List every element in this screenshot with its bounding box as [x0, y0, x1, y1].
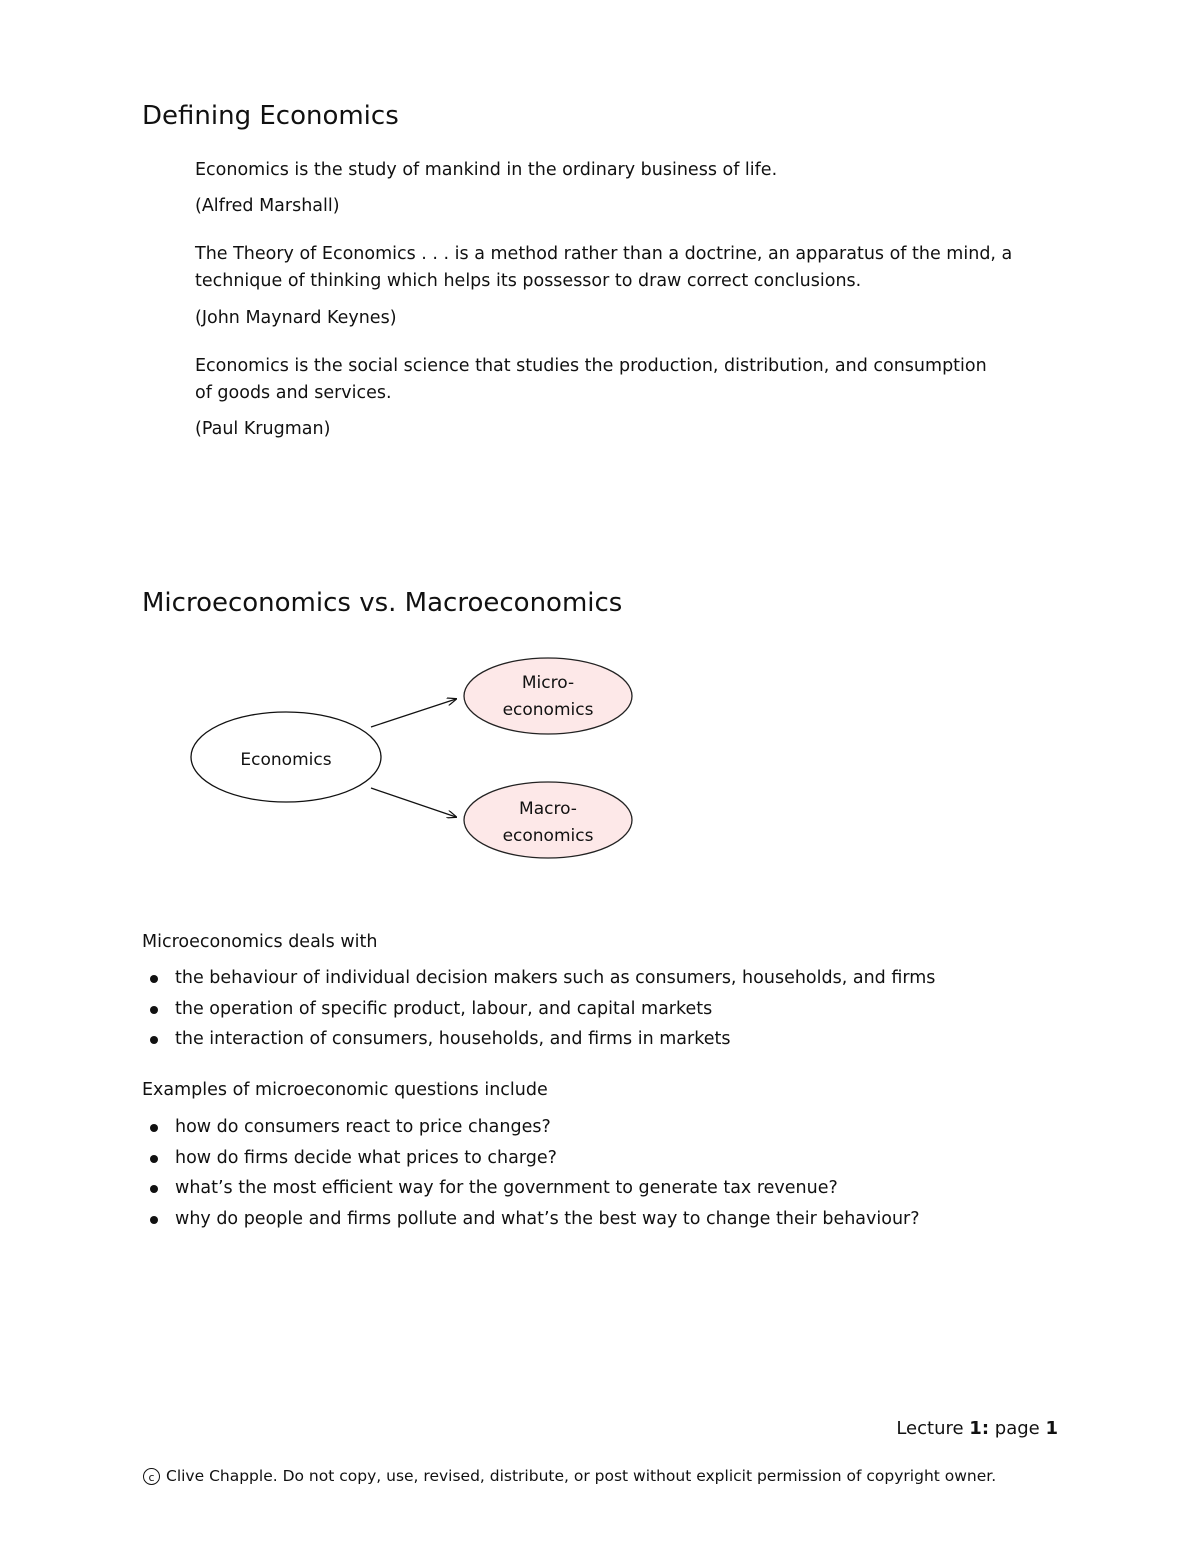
page-word: page: [994, 1418, 1040, 1439]
copyright-icon: c: [143, 1468, 160, 1485]
bullet-icon: [150, 1006, 158, 1014]
quote-keynes: The Theory of Economics . . . is a method rather than a doctrine, an apparatus of the mind, a technique of thinking which helps its possessor to draw correct conclusions.: [195, 244, 1013, 291]
page-label: [896, 1418, 1058, 1439]
macroeconomics-node-label-line1: Macro-: [519, 799, 577, 819]
section-title-defining-economics: Defining Economics: [142, 101, 399, 131]
examples-intro: Examples of microeconomic questions include: [142, 1080, 548, 1100]
list-item-text: the interaction of consumers, households, and firms in markets: [175, 1029, 731, 1049]
deals-list: [150, 963, 935, 1055]
list-item: [150, 1204, 920, 1235]
economics-diagram: [0, 640, 700, 880]
examples-list: [150, 1112, 920, 1234]
list-item: [150, 1112, 920, 1143]
quote-author-marshall: (Alfred Marshall): [195, 196, 340, 216]
list-item-text: the behaviour of individual decision makers such as consumers, households, and firms: [175, 968, 936, 988]
bullet-icon: [150, 1155, 158, 1163]
economics-node-label: Economics: [240, 750, 332, 770]
lecture-number: 1:: [969, 1418, 990, 1439]
list-item-text: what’s the most efficient way for the government to generate tax revenue?: [175, 1178, 838, 1198]
quote-author-keynes: (John Maynard Keynes): [195, 308, 397, 328]
bullet-icon: [150, 1124, 158, 1132]
bullet-icon: [150, 1185, 158, 1193]
copyright-text: Clive Chapple. Do not copy, use, revised, distribute, or post without explicit permission of copyright owner.: [166, 1467, 997, 1485]
quote-krugman: Economics is the social science that studies the production, distribution, and consumption of goods and services.: [195, 356, 987, 403]
list-item: [150, 1024, 935, 1055]
section-title-micro-vs-macro: Microeconomics vs. Macroeconomics: [142, 588, 623, 618]
arrow-to-macro: [371, 788, 456, 817]
list-item: [150, 1173, 920, 1204]
microeconomics-node: [464, 658, 632, 734]
deals-intro: Microeconomics deals with: [142, 932, 378, 952]
microeconomics-node-label-line2: economics: [502, 700, 594, 720]
list-item-text: how do firms decide what prices to charge?: [175, 1147, 557, 1168]
microeconomics-node-label-line1: Micro-: [521, 673, 575, 693]
page-number: 1: [1045, 1418, 1058, 1439]
list-item: [150, 963, 935, 994]
lecture-label: Lecture: [896, 1418, 964, 1439]
bullet-icon: [150, 1036, 158, 1044]
list-item: [150, 1143, 920, 1174]
list-item-text: why do people and firms pollute and what’s the best way to change their behaviour?: [175, 1208, 920, 1229]
bullet-icon: [150, 1216, 158, 1224]
list-item-text: the operation of specific product, labour, and capital markets: [175, 998, 713, 1019]
macroeconomics-node: [464, 782, 632, 858]
macroeconomics-node-label-line2: economics: [502, 826, 594, 846]
list-item-text: how do consumers react to price changes?: [175, 1117, 551, 1137]
bullet-icon: [150, 975, 158, 983]
list-item: [150, 994, 935, 1025]
arrow-to-micro: [371, 699, 456, 727]
quote-author-krugman: (Paul Krugman): [195, 419, 331, 439]
copyright-notice: [143, 1467, 996, 1485]
quote-marshall: Economics is the study of mankind in the ordinary business of life.: [195, 160, 778, 180]
